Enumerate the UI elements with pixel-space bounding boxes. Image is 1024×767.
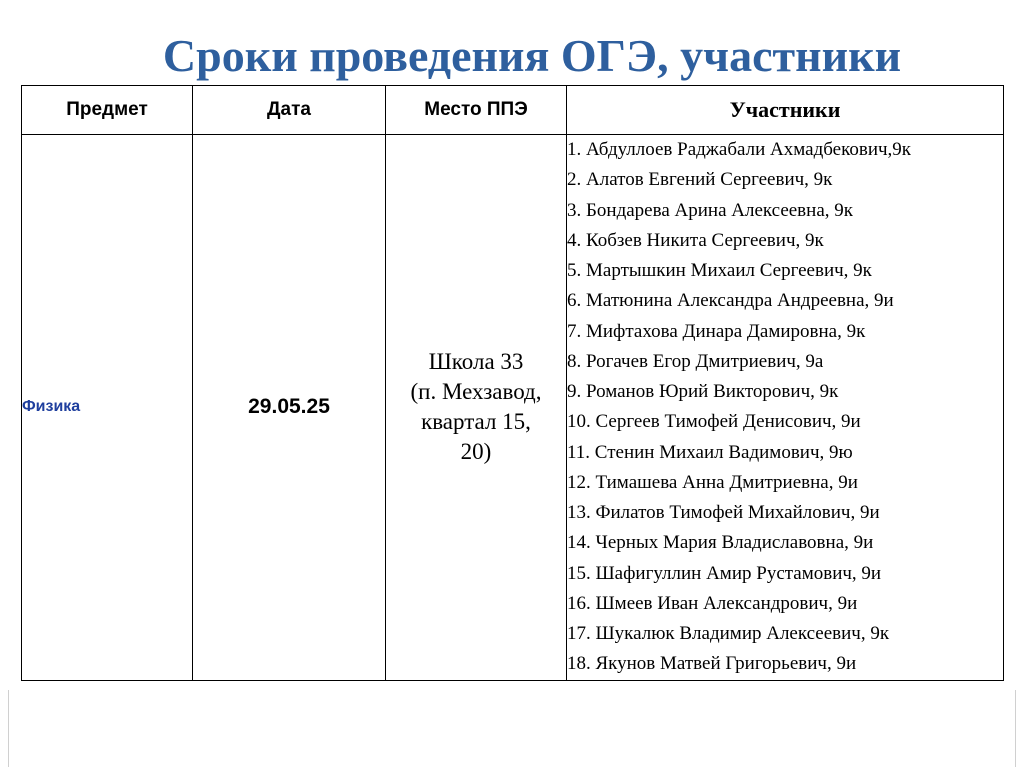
- place-line: (п. Мехзавод,: [410, 379, 542, 405]
- list-item: 5. Мартышкин Михаил Сергеевич, 9к: [567, 260, 872, 281]
- list-item: 17. Шукалюк Владимир Алексеевич, 9к: [567, 623, 890, 644]
- participants-cell: [567, 135, 1004, 681]
- list-item: 3. Бондарева Арина Алексеевна, 9к: [567, 199, 853, 221]
- list-item: 15. Шафигуллин Амир Рустамович, 9и: [567, 562, 882, 584]
- list-item: 11. Стенин Михаил Вадимович, 9ю: [567, 441, 853, 463]
- list-item: 13. Филатов Тимофей Михайлович, 9и: [567, 502, 880, 523]
- date-cell: 29.05.25: [193, 135, 386, 681]
- header-place: Место ППЭ: [386, 86, 567, 135]
- participants-list: [567, 135, 1003, 680]
- place-line: квартал 15,: [421, 409, 531, 435]
- place-line: 20): [460, 439, 492, 465]
- header-subject: Предмет: [22, 86, 193, 135]
- list-item: 8. Рогачев Егор Дмитриевич, 9а: [567, 350, 824, 372]
- list-item: 7. Мифтахова Динара Дамировна, 9к: [567, 320, 866, 342]
- list-item: 9. Романов Юрий Викторович, 9к: [567, 381, 839, 402]
- list-item: 16. Шмеев Иван Александрович, 9и: [567, 592, 858, 614]
- right-edge-rule: [1015, 690, 1016, 767]
- list-item: 18. Якунов Матвей Григорьевич, 9и: [567, 653, 857, 675]
- list-item: 12. Тимашева Анна Дмитриевна, 9и: [567, 471, 858, 493]
- header-date: Дата: [193, 86, 386, 135]
- exam-schedule-table: [21, 85, 1004, 681]
- list-item: 1. Абдуллоев Раджабали Ахмадбекович,9к: [567, 139, 912, 160]
- list-item: 4. Кобзев Никита Сергеевич, 9к: [567, 229, 824, 251]
- list-item: 2. Алатов Евгений Сергеевич, 9к: [567, 169, 833, 191]
- table-row: [22, 135, 1004, 681]
- place-cell: [386, 135, 567, 681]
- page-title: Сроки проведения ОГЭ, участники: [162, 30, 902, 81]
- left-edge-rule: [8, 690, 9, 767]
- subject-cell: Физика: [22, 135, 193, 681]
- table-header-row: [22, 86, 1004, 135]
- place-line: Школа 33: [428, 349, 524, 375]
- header-participants: Участники: [567, 86, 1004, 135]
- list-item: 6. Матюнина Александра Андреевна, 9и: [567, 290, 894, 312]
- list-item: 10. Сергеев Тимофей Денисович, 9и: [567, 411, 861, 433]
- list-item: 14. Черных Мария Владиславовна, 9и: [567, 532, 874, 554]
